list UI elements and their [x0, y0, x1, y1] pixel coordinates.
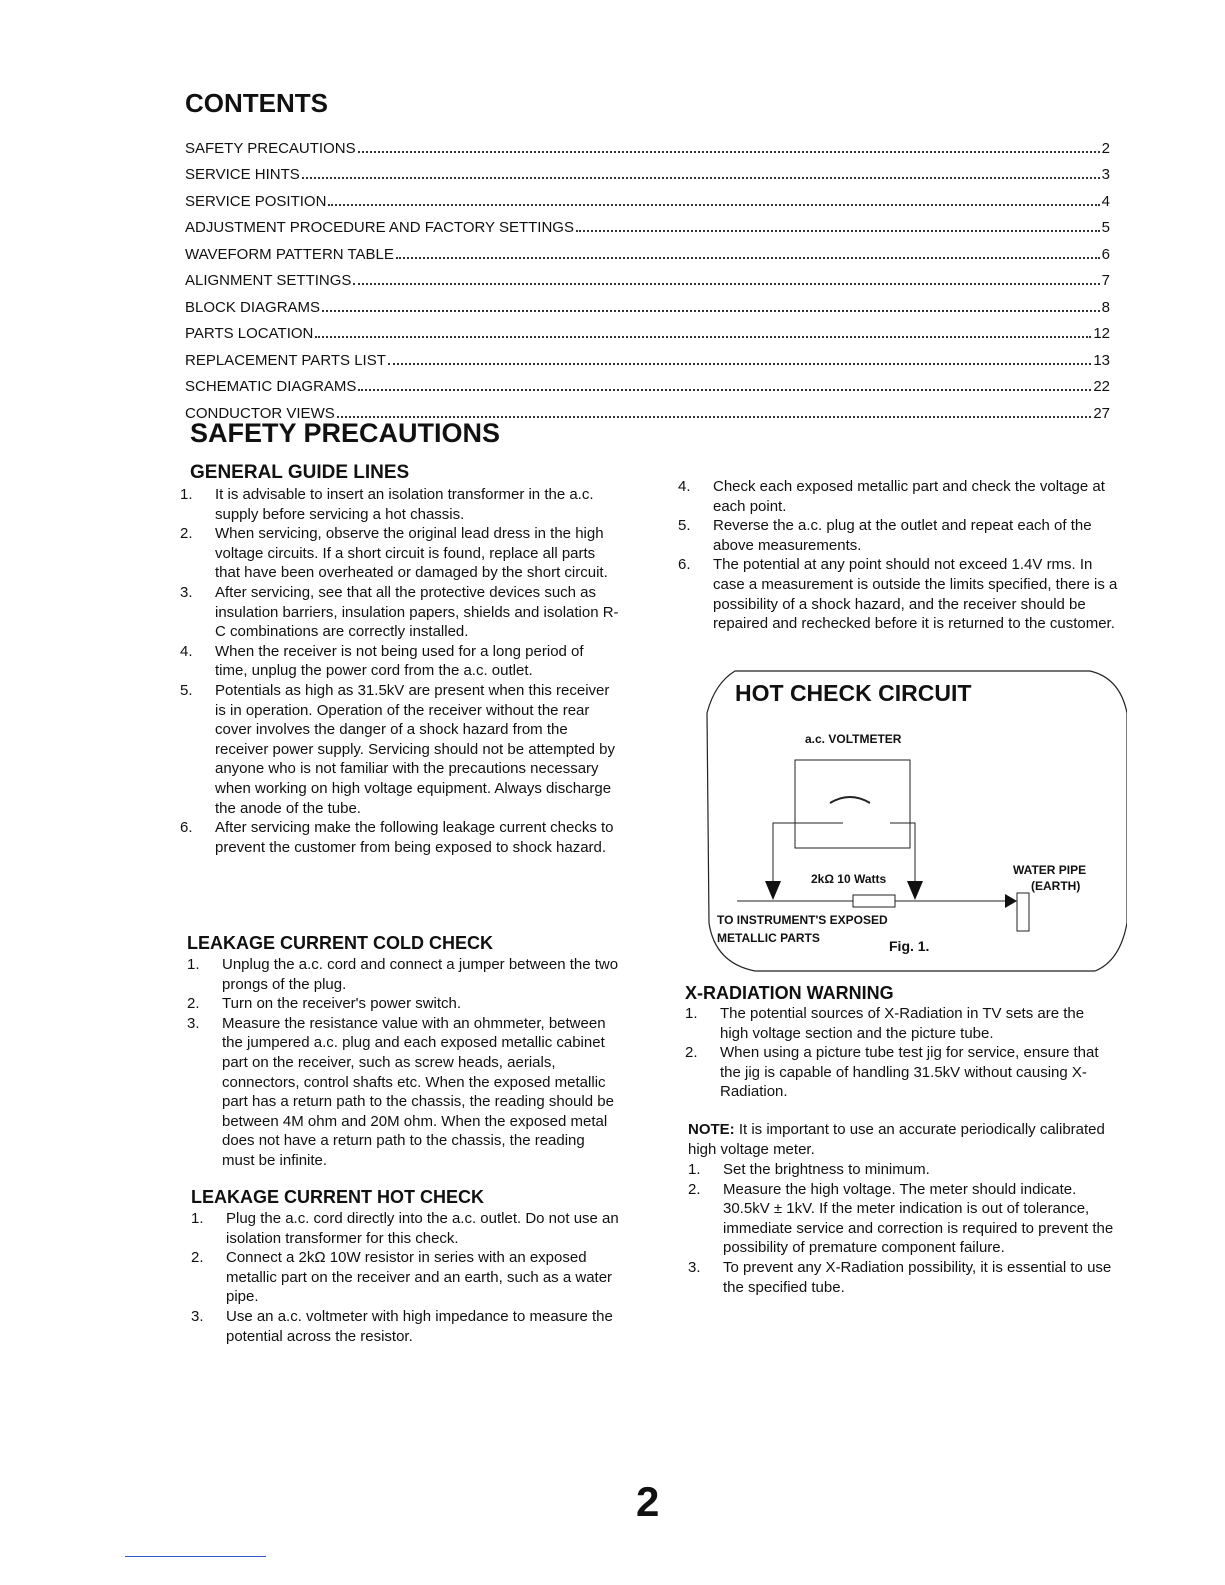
list-item [187, 955, 619, 994]
toc-label: SCHEMATIC DIAGRAMS [185, 378, 357, 395]
toc-label: CONDUCTOR VIEWS [185, 404, 335, 422]
list-item-number: 1. [688, 1161, 701, 1178]
list-item-text: Plug the a.c. cord directly into the a.c. outlet. Do not use an isolation transformer for this check. [226, 1210, 619, 1247]
general-guidelines-list [180, 485, 620, 857]
earth-label: (EARTH) [1031, 879, 1081, 893]
toc-page-number: 22 [1093, 378, 1110, 395]
general-guidelines-list-continued [678, 477, 1118, 634]
note-paragraph [688, 1120, 1118, 1159]
toc-leader-dots [315, 336, 1091, 338]
list-item [191, 1209, 619, 1248]
toc-entry [185, 183, 1110, 210]
list-item [187, 1014, 619, 1171]
toc-entry [185, 210, 1110, 237]
list-item-number: 3. [187, 1014, 200, 1032]
toc-leader-dots [388, 363, 1091, 365]
list-item-number: 2. [187, 995, 200, 1013]
list-item [180, 485, 620, 524]
list-item-text: It is advisable to insert an isolation transformer in the a.c. supply before servicing a hot chassis. [215, 486, 594, 523]
list-item-number: 4. [180, 642, 193, 660]
list-item-text: Measure the high voltage. The meter should indicate. 30.5kV ± 1kV. If the meter indication is out of tolerance, immediate service and correction is required to prevent the possibility of premature component failure. [723, 1180, 1114, 1257]
toc-label: SERVICE POSITION [185, 192, 327, 210]
list-item-number: 2. [688, 1180, 701, 1198]
toc-label: SAFETY PRECAUTIONS [185, 139, 356, 157]
note-steps-list [688, 1160, 1120, 1297]
list-item-text: To prevent any X-Radiation possibility, it is essential to use the specified tube. [723, 1258, 1112, 1296]
list-item [685, 1043, 1115, 1102]
list-item-number: 6. [678, 556, 691, 574]
list-item [678, 555, 1118, 633]
list-item-number: 1. [685, 1005, 698, 1022]
list-item-text: Reverse the a.c. plug at the outlet and repeat each of the above measurements. [713, 517, 1092, 554]
voltmeter-label: a.c. VOLTMETER [805, 732, 902, 746]
contents-title: CONTENTS [185, 88, 328, 118]
list-item-text: Turn on the receiver's power switch. [222, 995, 462, 1013]
list-item-number: 6. [180, 819, 193, 837]
toc-page-number: 13 [1093, 351, 1110, 369]
list-item [685, 1004, 1115, 1043]
x-radiation-list [685, 1004, 1115, 1102]
list-item-text: Set the brightness to minimum. [723, 1161, 930, 1178]
list-item [678, 516, 1118, 555]
toc-entry [185, 263, 1110, 290]
toc-leader-dots [328, 204, 1099, 206]
toc-leader-dots [358, 389, 1091, 391]
toc-leader-dots [353, 283, 1099, 285]
toc-page-number: 8 [1101, 298, 1110, 316]
list-item-number: 5. [180, 681, 193, 699]
toc-leader-dots [396, 257, 1100, 259]
toc-page-number: 2 [1101, 139, 1110, 157]
toc-label: WAVEFORM PATTERN TABLE [185, 245, 394, 263]
toc-entry [185, 342, 1110, 369]
toc-label: PARTS LOCATION [185, 325, 314, 342]
water-pipe-label: WATER PIPE [1013, 863, 1087, 877]
list-item [688, 1258, 1120, 1297]
list-item-number: 4. [678, 478, 691, 495]
list-item-number: 1. [180, 486, 193, 503]
list-item-text: When servicing, observe the original lead dress in the high voltage circuits. If a short circuit is found, replace all parts that have been overheated or damaged by the short circuit. [215, 525, 608, 582]
list-item-number: 2. [191, 1249, 204, 1267]
list-item-text: When using a picture tube test jig for service, ensure that the jig is capable of handling 31.5kV without causing X-Radiation. [720, 1044, 1099, 1101]
toc-leader-dots [302, 177, 1100, 179]
toc-label: REPLACEMENT PARTS LIST [185, 351, 386, 369]
list-item-number: 1. [187, 956, 200, 973]
safety-precautions-title: SAFETY PRECAUTIONS [190, 418, 501, 448]
hot-check-heading: LEAKAGE CURRENT HOT CHECK [191, 1187, 485, 1207]
list-item-text: Connect a 2kΩ 10W resistor in series with an exposed metallic part on the receiver and an earth, such as a water pipe. [226, 1249, 613, 1306]
toc-label: SERVICE HINTS [185, 166, 300, 183]
list-item [191, 1307, 619, 1346]
list-item-text: Potentials as high as 31.5kV are present when this receiver is in operation. Operation of the receiver without the rear cover involves the danger of a shock hazard from the receiver power supply. Servicing should not be attempted by anyone who is not familiar with the precautions necessary when working on high voltage equipment. Always discharge the anode of the tube. [215, 681, 615, 817]
list-item-text: Check each exposed metallic part and check the voltage at each point. [713, 478, 1105, 515]
list-item [187, 994, 619, 1014]
list-item [688, 1160, 1120, 1180]
list-item [688, 1180, 1120, 1258]
toc-entry [185, 130, 1110, 157]
list-item-number: 3. [688, 1258, 701, 1276]
list-item-text: Use an a.c. voltmeter with high impedance to measure the potential across the resistor. [226, 1307, 613, 1345]
note-label: NOTE: [688, 1121, 735, 1138]
toc-page-number: 3 [1101, 166, 1110, 183]
hot-check-circuit-figure [695, 663, 1127, 973]
toc-entry [185, 289, 1110, 316]
list-item [180, 583, 620, 642]
diagram-title: HOT CHECK CIRCUIT [735, 680, 972, 706]
list-item [191, 1248, 619, 1307]
table-of-contents [185, 130, 1110, 422]
list-item-number: 1. [191, 1210, 204, 1227]
toc-leader-dots [358, 151, 1100, 153]
list-item-text: When the receiver is not being used for a long period of time, unplug the power cord from the a.c. outlet. [215, 642, 584, 680]
list-item-text: After servicing, see that all the protective devices such as insulation barriers, insulation papers, shields and isolation R-C combinations are correctly installed. [215, 583, 619, 641]
toc-page-number: 27 [1093, 404, 1110, 422]
x-radiation-heading: X-RADIATION WARNING [685, 983, 894, 1003]
list-item [180, 818, 620, 857]
toc-page-number: 4 [1101, 192, 1110, 210]
list-item-text: The potential sources of X-Radiation in TV sets are the high voltage section and the picture tube. [720, 1005, 1085, 1042]
list-item-text: After servicing make the following leakage current checks to prevent the customer from being exposed to shock hazard. [215, 819, 614, 856]
list-item-text: The potential at any point should not exceed 1.4V rms. In case a measurement is outside the limits specified, there is a possibility of a shock hazard, and the receiver should be repaired and rechecked before it is returned to the customer. [713, 556, 1118, 633]
general-guidelines-heading: GENERAL GUIDE LINES [190, 462, 410, 483]
list-item [180, 642, 620, 681]
instrument-label-line1: TO INSTRUMENT'S EXPOSED [717, 913, 888, 927]
cold-check-heading: LEAKAGE CURRENT COLD CHECK [187, 933, 493, 953]
resistor-label: 2kΩ 10 Watts [811, 872, 887, 886]
toc-page-number: 7 [1101, 272, 1110, 289]
figure-caption: Fig. 1. [889, 938, 930, 954]
toc-entry [185, 316, 1110, 343]
list-item-text: Unplug the a.c. cord and connect a jumper between the two prongs of the plug. [222, 956, 619, 993]
list-item-number: 3. [191, 1307, 204, 1325]
toc-leader-dots [576, 230, 1100, 232]
toc-entry [185, 236, 1110, 263]
toc-label: BLOCK DIAGRAMS [185, 298, 321, 316]
toc-leader-dots [322, 310, 1100, 312]
cold-check-list [187, 955, 619, 1171]
toc-label: ADJUSTMENT PROCEDURE AND FACTORY SETTINGS [185, 219, 574, 236]
toc-page-number: 12 [1093, 325, 1110, 342]
list-item [678, 477, 1118, 516]
list-item-number: 5. [678, 517, 691, 535]
list-item-text: Measure the resistance value with an ohmmeter, between the jumpered a.c. plug and each exposed metallic cabinet part on the receiver, such as screw heads, aerials, connectors, control shafts etc. When the exposed metallic part has a return path to the chassis, the reading should be between 4M ohm and 20M ohm. When the exposed metal does not have a return path to the chassis, the reading must be infinite. [222, 1014, 614, 1169]
list-item [180, 681, 620, 818]
footer-divider [125, 1556, 266, 1557]
note-text: It is important to use an accurate periodically calibrated high voltage meter. [688, 1121, 1105, 1158]
toc-page-number: 5 [1101, 219, 1110, 236]
list-item-number: 2. [180, 525, 193, 543]
toc-page-number: 6 [1101, 245, 1110, 263]
page-number: 2 [636, 1478, 660, 1525]
list-item-number: 2. [685, 1044, 698, 1062]
list-item [180, 524, 620, 583]
toc-label: ALIGNMENT SETTINGS [185, 272, 352, 289]
instrument-label-line2: METALLIC PARTS [717, 931, 820, 945]
list-item-number: 3. [180, 583, 193, 601]
hot-check-list [191, 1209, 619, 1346]
toc-entry [185, 369, 1110, 396]
toc-entry [185, 157, 1110, 184]
